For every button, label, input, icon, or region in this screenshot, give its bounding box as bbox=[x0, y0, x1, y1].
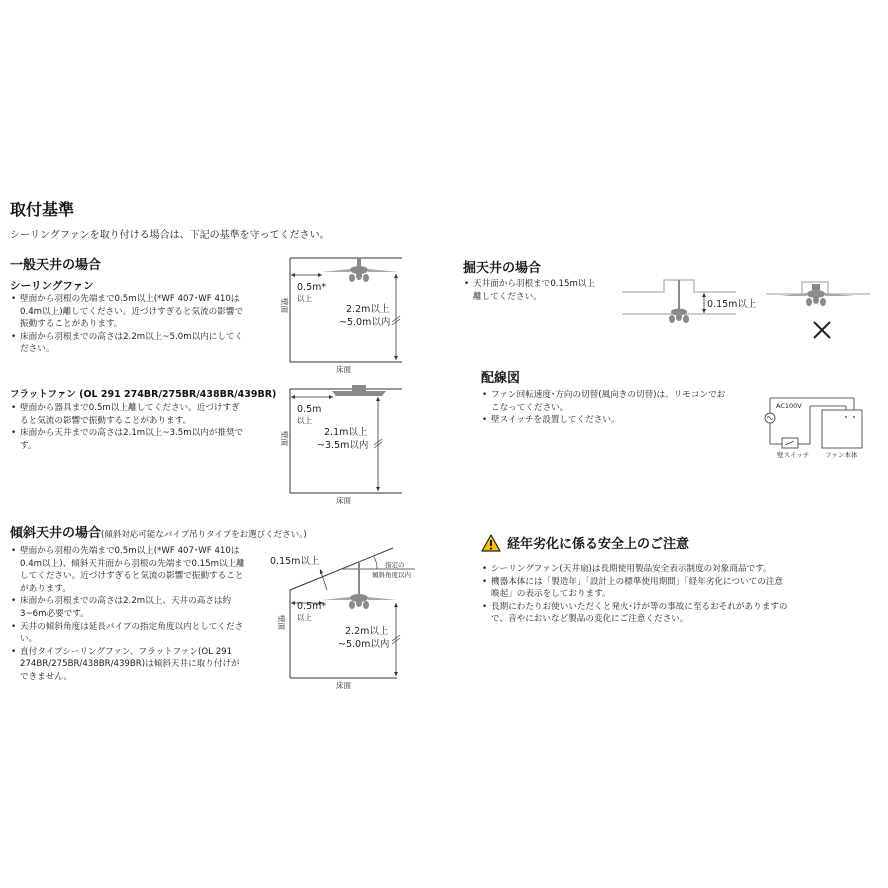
wiring-list bbox=[481, 389, 731, 427]
sloped-ceiling-diagram bbox=[265, 545, 425, 690]
ceiling-fan-list bbox=[10, 293, 246, 356]
height-label-1: 2.1m以上 bbox=[324, 427, 368, 438]
list-item: • 床面から羽根までの高さは2.2m以上、天井の高さは約3~6m必要です。 bbox=[10, 595, 246, 620]
list-item: • 天井面から羽根まで0.15m以上離してください。 bbox=[463, 278, 603, 303]
list-item: • ファン回転速度･方向の切替(風向きの切替)は、リモコンでおこなってください。 bbox=[481, 389, 731, 414]
recessed-ceiling-heading: 掘天井の場合 bbox=[463, 261, 542, 276]
ceiling-fan-diagram bbox=[270, 250, 410, 375]
distance-label: 0.5m bbox=[297, 404, 322, 415]
warning-icon bbox=[481, 534, 501, 552]
fan-unit-label: ファン本体 bbox=[825, 451, 858, 459]
caution-list bbox=[481, 563, 791, 626]
caution-heading: 経年劣化に係る安全上のご注意 bbox=[507, 537, 690, 552]
list-item: • 壁スイッチを設置してください。 bbox=[481, 414, 731, 427]
floor-label: 床面 bbox=[336, 365, 351, 374]
general-ceiling-heading: 一般天井の場合 bbox=[10, 258, 102, 273]
fan-icon bbox=[322, 258, 398, 282]
distance-label-2: 以上 bbox=[297, 294, 312, 303]
distance-label-2: 以上 bbox=[297, 416, 312, 425]
caution-heading-row bbox=[481, 533, 689, 552]
fan-icon bbox=[780, 284, 854, 306]
floor-label: 床面 bbox=[336, 681, 351, 690]
gap-label: 0.15m以上 bbox=[270, 556, 320, 567]
clearance-label: 0.15m以上 bbox=[707, 299, 757, 310]
ac-label: AC100V bbox=[776, 402, 802, 410]
list-item: • 壁面から羽根の先端まで0.5m以上(*WF 407･WF 410は0.4m以上)離してください。近づけすぎると気流の影響で振動することがあります。 bbox=[10, 293, 246, 331]
list-item: • 床面から天井までの高さは2.1m以上~3.5m以内が推奨です。 bbox=[10, 427, 246, 452]
page-title: 取付基準 bbox=[10, 200, 75, 219]
flat-fan-diagram bbox=[270, 383, 410, 508]
recessed-list bbox=[463, 278, 603, 303]
list-item: • 天井の傾斜角度は延長パイプの指定角度以内としてください。 bbox=[10, 621, 246, 646]
angle-label-2: 傾斜角度以内 bbox=[372, 571, 411, 579]
distance-label: 0.5m* bbox=[297, 601, 327, 612]
intro-text: シーリングファンを取り付ける場合は、下記の基準を守ってください。 bbox=[10, 230, 330, 241]
flat-fan-list bbox=[10, 402, 246, 452]
cross-icon bbox=[814, 322, 830, 338]
height-label-1: 2.2m以上 bbox=[345, 626, 389, 637]
wall-label: 壁面 bbox=[280, 298, 289, 313]
height-label-2: ~3.5m以内 bbox=[317, 440, 369, 451]
list-item: • 長期にわたりお使いいただくと発火･けが等の事故に至るおそれがありますので、音やにおいなど製品の変化にご注意ください。 bbox=[481, 601, 791, 626]
switch-label: 壁スイッチ bbox=[777, 451, 810, 459]
list-item: • 床面から羽根までの高さは2.2m以上~5.0m以内にしてください。 bbox=[10, 331, 246, 356]
fan-icon bbox=[669, 280, 689, 323]
distance-label-2: 以上 bbox=[297, 613, 312, 622]
list-item: • 壁面から器具まで0.5m以上離してください。近づけすぎると気流の影響で振動することがあります。 bbox=[10, 402, 246, 427]
ceiling-fan-title: シーリングファン bbox=[10, 280, 94, 292]
wall-label: 壁面 bbox=[280, 431, 289, 446]
list-item: • シーリングファン(天井扇)は長期使用製品安全表示制度の対象商品です。 bbox=[481, 563, 791, 576]
sloped-heading-row bbox=[10, 522, 307, 541]
floor-label: 床面 bbox=[336, 496, 351, 505]
flat-fan-icon bbox=[332, 385, 386, 396]
fan-unit-box bbox=[822, 410, 862, 448]
sloped-heading-note: (傾斜対応可能なパイプ吊りタイプをお選びください。) bbox=[101, 530, 307, 540]
height-label-2: ~5.0m以内 bbox=[338, 639, 390, 650]
wiring-heading: 配線図 bbox=[481, 371, 521, 386]
sloped-ceiling-heading: 傾斜天井の場合 bbox=[10, 526, 102, 541]
angle-label-1: 指定の bbox=[385, 561, 405, 569]
recessed-ng-diagram bbox=[762, 272, 882, 342]
recessed-ok-diagram bbox=[618, 270, 758, 340]
list-item: • 機器本体には「製造年」「設計上の標準使用期間」「経年劣化についての注意喚起」の表示をしております。 bbox=[481, 576, 791, 601]
list-item: • 直付タイプシーリングファン、フラットファン(OL 291 274BR/275BR/438BR/439BR)は傾斜天井に取り付けができません。 bbox=[10, 646, 246, 684]
height-label-1: 2.2m以上 bbox=[346, 304, 390, 315]
sloped-list bbox=[10, 545, 246, 684]
wiring-diagram bbox=[752, 388, 872, 463]
height-label-2: ~5.0m以内 bbox=[339, 317, 391, 328]
distance-label: 0.5m* bbox=[297, 282, 327, 293]
flat-fan-title: フラットファン (OL 291 274BR/275BR/438BR/439BR) bbox=[10, 389, 277, 400]
list-item: • 壁面から羽根の先端まで0.5m以上(*WF 407･WF 410は0.4m以上)、傾斜天井面から羽根の先端まで0.15m以上離してください。近づけすぎると気流の影響で振動することがあります。 bbox=[10, 545, 246, 595]
wall-label: 壁面 bbox=[277, 615, 286, 630]
